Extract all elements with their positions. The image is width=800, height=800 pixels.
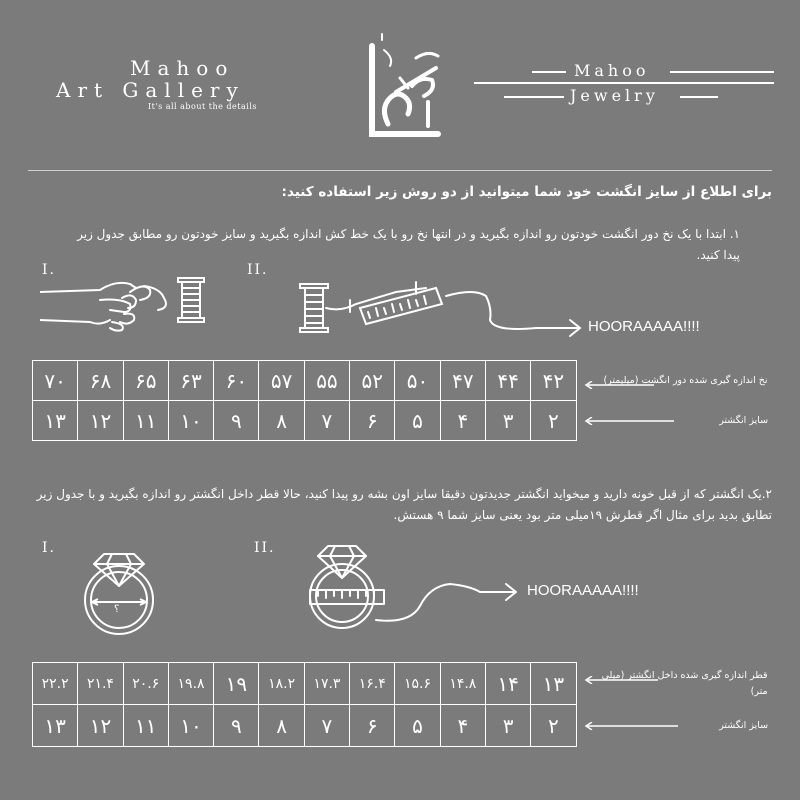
- table2-measurement-cell: ۲۲.۲: [33, 663, 78, 705]
- table1-size-cell: ۷: [304, 401, 349, 441]
- table1-measurement-cell: ۵۰: [395, 361, 440, 401]
- gallery-name-line1: Mahoo: [130, 56, 235, 80]
- method1-step1-label: I.: [42, 262, 56, 278]
- table1-size-cell: ۶: [350, 401, 395, 441]
- jewelry-top-line-right: [670, 71, 774, 73]
- table1-row1-label: نخ اندازه گیری شده دور انگشت (میلیمتر): [603, 374, 768, 386]
- table1-size-cell: ۹: [214, 401, 259, 441]
- left-arrow-icon: [584, 676, 658, 684]
- table2-size-cell: ۸: [259, 705, 304, 747]
- table1-row2-label: سایز انگشتر: [719, 414, 769, 426]
- jewelry-bottom-line-right: [680, 96, 718, 98]
- table1-measurement-cell: ۶۸: [78, 361, 123, 401]
- hand-string-illustration: [40, 270, 240, 340]
- table2-measurement-cell: ۱۹: [214, 663, 259, 705]
- table2-row2-label: سایز انگشتر: [719, 719, 769, 731]
- table1-size-cell: ۱۱: [123, 401, 168, 441]
- table1-measurement-cell: ۶۳: [168, 361, 213, 401]
- table1-measurement-cell: ۵۲: [350, 361, 395, 401]
- table1-size-cell: ۵: [395, 401, 440, 441]
- table1-size-cell: ۸: [259, 401, 304, 441]
- table1-row2-label-cell: [576, 401, 772, 441]
- method1-text: ۱. ابتدا با یک نخ دور انگشت خودتون رو اندازه بگیرید و در انتها نخ رو با یک خط کش اندازه بگیرید و سایز خودتون رو مطابق جدول زیر پیدا کنید.: [77, 227, 740, 262]
- size-table-1: [32, 360, 773, 441]
- table2-row-size: [33, 705, 773, 747]
- diameter-question-mark: ؟: [114, 604, 120, 615]
- left-arrow-icon: [584, 381, 654, 389]
- table2-measurement-cell: ۱۹.۸: [168, 663, 213, 705]
- table1-measurement-cell: ۵۵: [304, 361, 349, 401]
- method1-hooray: HOORAAAAA!!!!: [588, 318, 700, 335]
- ring-diameter-illustration: [74, 544, 164, 636]
- table2-measurement-cell: ۱۷.۳: [304, 663, 349, 705]
- table2-size-cell: ۳: [485, 705, 530, 747]
- table1-measurement-cell: ۶۰: [214, 361, 259, 401]
- table1-size-cell: ۱۰: [168, 401, 213, 441]
- jewelry-middle-line: [474, 82, 774, 84]
- jewelry-name-line2: Jewelry: [570, 86, 659, 105]
- left-arrow-icon: [584, 722, 678, 730]
- table1-measurement-cell: ۷۰: [33, 361, 78, 401]
- left-arrow-icon: [584, 417, 674, 425]
- table1-size-cell: ۱۳: [33, 401, 78, 441]
- table1-row1-label-cell: [576, 361, 772, 401]
- size-table-2: [32, 662, 773, 747]
- intro-heading: برای اطلاع از سایز انگشت خود شما میتوانید از دو روش زیر استفاده کنید:: [281, 184, 772, 200]
- table2-size-cell: ۱۰: [168, 705, 213, 747]
- table2-measurement-cell: ۱۸.۲: [259, 663, 304, 705]
- table1-row-size: [33, 401, 773, 441]
- table2-size-cell: ۹: [214, 705, 259, 747]
- table2-row1-label: قطر اندازه گیری شده داخل انگشتر (میلی متر): [601, 669, 768, 697]
- table2-measurement-cell: ۱۳: [531, 663, 576, 705]
- table2-size-cell: ۱۱: [123, 705, 168, 747]
- gallery-name-line2: Art Gallery: [56, 78, 245, 102]
- ring-ruler-illustration: [300, 540, 530, 630]
- table1-row-measurement: [33, 361, 773, 401]
- method2-step2-label: II.: [254, 540, 276, 556]
- table2-measurement-cell: ۱۶.۴: [350, 663, 395, 705]
- jewelry-bottom-line-left: [504, 96, 564, 98]
- table1-measurement-cell: ۵۷: [259, 361, 304, 401]
- method2-step1-label: I.: [42, 540, 56, 556]
- table2-size-cell: ۱۳: [33, 705, 78, 747]
- table2-size-cell: ۶: [350, 705, 395, 747]
- table2-size-cell: ۵: [395, 705, 440, 747]
- table2-row2-label-cell: [576, 705, 772, 747]
- table2-size-cell: ۲: [531, 705, 576, 747]
- table2-size-cell: ۷: [304, 705, 349, 747]
- method2-hooray: HOORAAAAA!!!!: [527, 582, 639, 599]
- jewelry-name-line1: Mahoo: [574, 61, 650, 80]
- table2-row1-label-cell: [576, 663, 772, 705]
- table2-measurement-cell: ۲۱.۴: [78, 663, 123, 705]
- table1-size-cell: ۴: [440, 401, 485, 441]
- table2-measurement-cell: ۲۰.۶: [123, 663, 168, 705]
- table2-measurement-cell: ۱۴.۸: [440, 663, 485, 705]
- table1-size-cell: ۱۲: [78, 401, 123, 441]
- gallery-logo: [50, 56, 350, 116]
- table2-size-cell: ۱۲: [78, 705, 123, 747]
- table2-row-measurement: [33, 663, 773, 705]
- table1-measurement-cell: ۴۴: [485, 361, 530, 401]
- header-divider: [28, 170, 772, 171]
- table2-size-cell: ۴: [440, 705, 485, 747]
- jewelry-top-line-left: [532, 71, 566, 73]
- table1-size-cell: ۳: [485, 401, 530, 441]
- method1-step2-label: II.: [247, 262, 269, 278]
- gallery-tagline: It's all about the details: [148, 102, 257, 111]
- table1-measurement-cell: ۴۲: [531, 361, 576, 401]
- table2-measurement-cell: ۱۴: [485, 663, 530, 705]
- table1-size-cell: ۲: [531, 401, 576, 441]
- method2-text: ۲.یک انگشتر که از قبل خونه دارید و میخواید انگشتر جدیدتون دقیقا سایز اون بشه رو پیدا کنید، حالا قطر داخل انگشتر رو اندازه بگیرید و با جدول زیر تطابق بدید برای مثال اگر قطرش ۱۹میلی متر بود یعنی سایز شما ۹ هستش.: [36, 487, 772, 522]
- jewelry-logo: [474, 60, 774, 110]
- table2-measurement-cell: ۱۵.۶: [395, 663, 440, 705]
- table1-measurement-cell: ۴۷: [440, 361, 485, 401]
- calligraphy-logo: [350, 28, 450, 143]
- ruler-measure-illustration: [296, 278, 596, 342]
- table1-measurement-cell: ۶۵: [123, 361, 168, 401]
